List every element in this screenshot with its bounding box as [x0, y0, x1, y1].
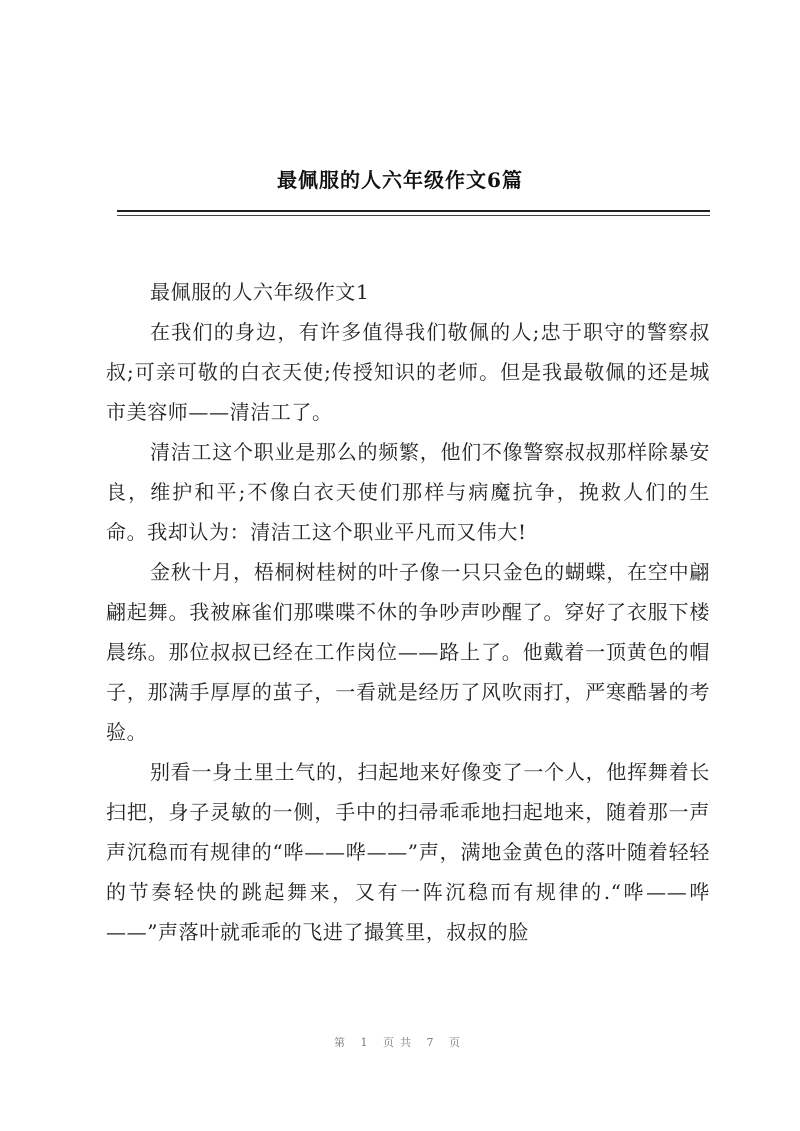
document-body — [106, 272, 710, 952]
paragraph: 在我们的身边，有许多值得我们敬佩的人;忠于职守的警察叔叔;可亲可敬的白衣天使;传授知识的老师。但是我最敬佩的还是城市美容师——清洁工了。 — [106, 320, 710, 424]
paragraph: 金秋十月，梧桐树桂树的叶子像一只只金色的蝴蝶，在空中翩翩起舞。我被麻雀们那喋喋不休的争吵声吵醒了。穿好了衣服下楼晨练。那位叔叔已经在工作岗位——路上了。他戴着一顶黄色的帽子，那满手厚厚的茧子，一看就是经历了风吹雨打，严寒酷暑的考验。 — [106, 560, 710, 744]
title-rule-thin — [117, 215, 710, 216]
document-title: 最佩服的人六年级作文6篇 — [277, 168, 523, 192]
title-rule-thick — [117, 210, 710, 212]
page-footer: 第 1 页共 7 页 — [334, 1036, 466, 1049]
paragraph: 清洁工这个职业是那么的频繁，他们不像警察叔叔那样除暴安良，维护和平;不像白衣天使们那样与病魔抗争，挽救人们的生命。我却认为：清洁工这个职业平凡而又伟大! — [106, 440, 710, 544]
paragraph: 别看一身土里土气的，扫起地来好像变了一个人，他挥舞着长扫把，身子灵敏的一侧，手中的扫帚乖乖地扫起地来，随着那一声声沉稳而有规律的“哗——哗——”声，满地金黄色的落叶随着轻轻的节奏轻快的跳起舞来，又有一阵沉稳而有规律的.“哗——哗——”声落叶就乖乖的飞进了撮箕里，叔叔的脸 — [106, 760, 710, 944]
section-heading: 最佩服的人六年级作文1 — [150, 280, 370, 304]
